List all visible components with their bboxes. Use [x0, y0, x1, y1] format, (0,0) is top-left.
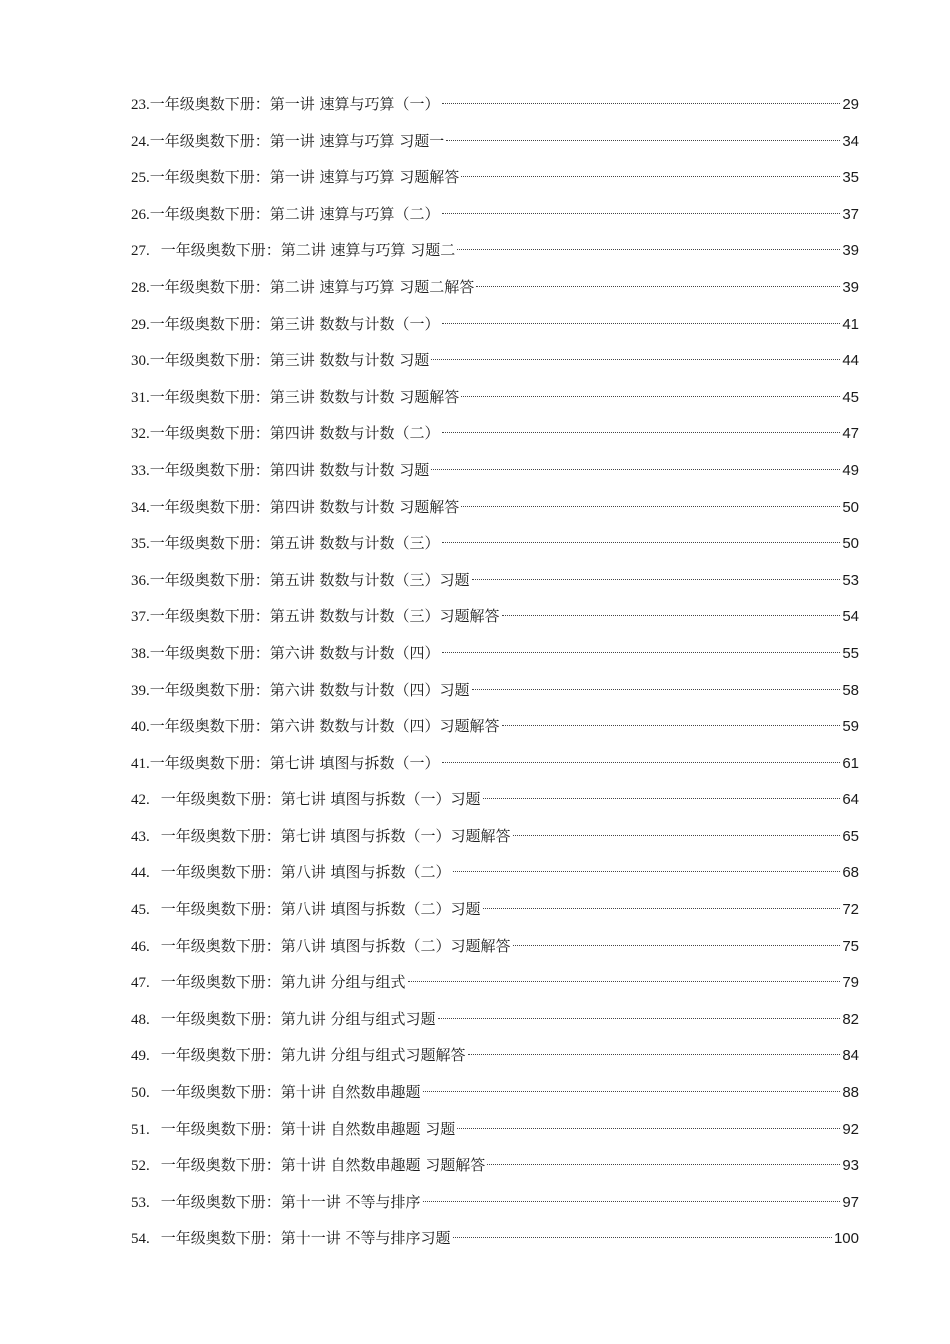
toc-entry-number: 49.	[131, 1048, 150, 1065]
toc-dot-leader	[468, 1054, 841, 1055]
toc-entry[interactable]	[131, 91, 859, 128]
toc-entry[interactable]	[131, 1189, 859, 1226]
toc-entry-number: 37.	[131, 609, 150, 626]
toc-entry-number: 36.	[131, 572, 150, 589]
toc-entry-number: 51.	[131, 1121, 150, 1138]
toc-entry-number: 48.	[131, 1011, 150, 1028]
toc-entry-title: 一年级奥数下册：第九讲 分组与组式习题	[160, 1009, 436, 1028]
toc-entry[interactable]	[131, 494, 859, 531]
toc-entry-title: 一年级奥数下册：第十讲 自然数串趣题	[160, 1083, 421, 1102]
toc-entry-page-number: 61	[842, 754, 859, 772]
toc-entry-number: 28.	[131, 279, 150, 296]
toc-dot-leader	[502, 725, 841, 726]
toc-entry-title: 一年级奥数下册：第九讲 分组与组式	[160, 973, 406, 992]
toc-entry-number: 47.	[131, 975, 150, 992]
toc-dot-leader	[438, 1018, 841, 1019]
toc-entry-title: 一年级奥数下册：第六讲 数数与计数（四）习题	[149, 680, 470, 699]
toc-dot-leader	[442, 323, 841, 324]
toc-entry-page-number: 97	[842, 1193, 859, 1211]
toc-entry[interactable]	[131, 420, 859, 457]
toc-dot-leader	[442, 652, 841, 653]
toc-entry[interactable]	[131, 347, 859, 384]
toc-dot-leader	[513, 945, 841, 946]
toc-entry[interactable]	[131, 713, 859, 750]
toc-entry[interactable]	[131, 457, 859, 494]
toc-entry-page-number: 37	[842, 205, 859, 223]
toc-entry-page-number: 54	[842, 608, 859, 626]
toc-entry-title: 一年级奥数下册：第六讲 数数与计数（四）	[149, 643, 440, 662]
toc-entry-title: 一年级奥数下册：第八讲 填图与拆数（二）习题	[160, 900, 481, 919]
toc-entry-number: 30.	[131, 353, 150, 370]
toc-entry-page-number: 49	[842, 461, 859, 479]
toc-entry-number: 24.	[131, 133, 150, 150]
toc-dot-leader	[408, 981, 841, 982]
toc-entry-number: 31.	[131, 389, 150, 406]
toc-entry[interactable]	[131, 128, 859, 165]
toc-entry-number: 54.	[131, 1231, 150, 1248]
toc-entry-page-number: 64	[842, 791, 859, 809]
toc-entry-number: 41.	[131, 755, 150, 772]
toc-entry-number: 46.	[131, 938, 150, 955]
toc-entry-page-number: 45	[842, 388, 859, 406]
toc-entry-page-number: 72	[842, 901, 859, 919]
toc-entry[interactable]	[131, 640, 859, 677]
toc-entry-number: 33.	[131, 462, 150, 479]
toc-entry-title: 一年级奥数下册：第六讲 数数与计数（四）习题解答	[149, 717, 500, 736]
toc-entry-title: 一年级奥数下册：第七讲 填图与拆数（一）	[149, 753, 440, 772]
toc-entry-title: 一年级奥数下册：第十讲 自然数串趣题 习题解答	[160, 1156, 486, 1175]
toc-entry-number: 45.	[131, 902, 150, 919]
toc-dot-leader	[423, 1091, 841, 1092]
toc-entry[interactable]	[131, 969, 859, 1006]
toc-dot-leader	[453, 871, 841, 872]
toc-entry-number: 40.	[131, 719, 150, 736]
toc-entry[interactable]	[131, 896, 859, 933]
toc-entry-number: 50.	[131, 1085, 150, 1102]
toc-entry-page-number: 55	[842, 644, 859, 662]
toc-entry-title: 一年级奥数下册：第八讲 填图与拆数（二）	[160, 863, 451, 882]
toc-entry-title: 一年级奥数下册：第二讲 速算与巧算（二）	[149, 204, 440, 223]
toc-entry-title: 一年级奥数下册：第十讲 自然数串趣题 习题	[160, 1119, 456, 1138]
toc-entry-title: 一年级奥数下册：第四讲 数数与计数 习题	[149, 460, 430, 479]
toc-entry-title: 一年级奥数下册：第一讲 速算与巧算（一）	[149, 95, 440, 113]
toc-entry[interactable]	[131, 274, 859, 311]
toc-entry-page-number: 92	[842, 1120, 859, 1138]
toc-entry-number: 42.	[131, 792, 150, 809]
toc-entry-title: 一年级奥数下册：第三讲 数数与计数（一）	[149, 314, 440, 333]
toc-dot-leader	[476, 286, 840, 287]
toc-dot-leader	[442, 432, 841, 433]
toc-entry-page-number: 44	[842, 352, 859, 370]
table-of-contents	[131, 91, 859, 1262]
toc-dot-leader	[442, 762, 841, 763]
toc-entry-number: 38.	[131, 645, 150, 662]
toc-entry-title: 一年级奥数下册：第三讲 数数与计数 习题解答	[149, 387, 460, 406]
toc-entry-title: 一年级奥数下册：第七讲 填图与拆数（一）习题	[160, 790, 481, 809]
toc-entry-page-number: 39	[842, 242, 859, 260]
toc-dot-leader	[442, 103, 841, 104]
toc-entry[interactable]	[131, 1079, 859, 1116]
toc-dot-leader	[461, 396, 840, 397]
toc-dot-leader	[472, 689, 841, 690]
toc-entry-page-number: 84	[842, 1047, 859, 1065]
toc-entry[interactable]	[131, 567, 859, 604]
toc-entry-page-number: 41	[842, 315, 859, 333]
toc-entry-title: 一年级奥数下册：第七讲 填图与拆数（一）习题解答	[160, 826, 511, 845]
toc-entry[interactable]	[131, 1116, 859, 1153]
toc-dot-leader	[502, 615, 841, 616]
toc-entry-number: 43.	[131, 828, 150, 845]
toc-entry-number: 32.	[131, 426, 150, 443]
toc-dot-leader	[483, 908, 841, 909]
toc-entry-page-number: 79	[842, 974, 859, 992]
toc-entry[interactable]	[131, 1225, 859, 1262]
toc-dot-leader	[513, 835, 841, 836]
toc-entry-number: 44.	[131, 865, 150, 882]
toc-entry-page-number: 59	[842, 718, 859, 736]
toc-entry[interactable]	[131, 201, 859, 238]
toc-entry[interactable]	[131, 164, 859, 201]
toc-entry-title: 一年级奥数下册：第一讲 速算与巧算 习题一	[149, 131, 445, 150]
toc-entry-title: 一年级奥数下册：第二讲 速算与巧算 习题二解答	[149, 277, 475, 296]
toc-entry-page-number: 50	[842, 498, 859, 516]
toc-entry-page-number: 93	[842, 1157, 859, 1175]
toc-dot-leader	[457, 249, 840, 250]
toc-dot-leader	[472, 579, 841, 580]
toc-entry-page-number: 58	[842, 681, 859, 699]
toc-entry-page-number: 34	[842, 132, 859, 150]
toc-entry-page-number: 29	[842, 96, 859, 113]
toc-entry-page-number: 88	[842, 1084, 859, 1102]
toc-entry-title: 一年级奥数下册：第九讲 分组与组式习题解答	[160, 1046, 466, 1065]
toc-entry[interactable]	[131, 677, 859, 714]
toc-entry-title: 一年级奥数下册：第五讲 数数与计数（三）	[149, 534, 440, 553]
toc-dot-leader	[442, 542, 841, 543]
toc-entry-page-number: 68	[842, 864, 859, 882]
toc-entry[interactable]	[131, 530, 859, 567]
toc-entry-number: 25.	[131, 170, 150, 187]
toc-entry-title: 一年级奥数下册：第八讲 填图与拆数（二）习题解答	[160, 936, 511, 955]
toc-entry-page-number: 82	[842, 1010, 859, 1028]
toc-entry-title: 一年级奥数下册：第二讲 速算与巧算 习题二	[160, 241, 456, 260]
toc-dot-leader	[487, 1164, 840, 1165]
toc-entry-number: 34.	[131, 499, 150, 516]
toc-entry-title: 一年级奥数下册：第一讲 速算与巧算 习题解答	[149, 168, 460, 187]
toc-entry-page-number: 47	[842, 425, 859, 443]
toc-dot-leader	[423, 1201, 841, 1202]
toc-entry[interactable]	[131, 786, 859, 823]
toc-entry[interactable]	[131, 750, 859, 787]
toc-entry-title: 一年级奥数下册：第十一讲 不等与排序习题	[160, 1229, 451, 1248]
toc-entry-number: 26.	[131, 206, 150, 223]
toc-entry-title: 一年级奥数下册：第四讲 数数与计数 习题解答	[149, 497, 460, 516]
toc-dot-leader	[453, 1237, 832, 1238]
toc-entry-title: 一年级奥数下册：第五讲 数数与计数（三）习题解答	[149, 607, 500, 626]
toc-entry-title: 一年级奥数下册：第四讲 数数与计数（二）	[149, 424, 440, 443]
toc-dot-leader	[442, 213, 841, 214]
toc-entry[interactable]	[131, 823, 859, 860]
toc-entry-title: 一年级奥数下册：第五讲 数数与计数（三）习题	[149, 570, 470, 589]
toc-entry[interactable]	[131, 933, 859, 970]
toc-dot-leader	[457, 1128, 840, 1129]
toc-entry-title: 一年级奥数下册：第十一讲 不等与排序	[160, 1192, 421, 1211]
toc-entry-number: 53.	[131, 1194, 150, 1211]
toc-entry-page-number: 50	[842, 535, 859, 553]
toc-entry-page-number: 53	[842, 571, 859, 589]
toc-entry[interactable]	[131, 1006, 859, 1043]
toc-entry-page-number: 75	[842, 937, 859, 955]
toc-dot-leader	[446, 140, 840, 141]
toc-dot-leader	[431, 359, 840, 360]
toc-entry[interactable]	[131, 1152, 859, 1189]
toc-entry[interactable]	[131, 603, 859, 640]
toc-entry-number: 52.	[131, 1158, 150, 1175]
toc-entry-number: 23.	[131, 97, 150, 113]
toc-entry-number: 29.	[131, 316, 150, 333]
toc-dot-leader	[431, 469, 840, 470]
toc-dot-leader	[461, 506, 840, 507]
toc-entry-page-number: 35	[842, 169, 859, 187]
toc-entry-title: 一年级奥数下册：第三讲 数数与计数 习题	[149, 351, 430, 370]
toc-entry[interactable]	[131, 311, 859, 348]
toc-dot-leader	[461, 176, 840, 177]
toc-entry[interactable]	[131, 859, 859, 896]
toc-entry[interactable]	[131, 237, 859, 274]
toc-entry-page-number: 65	[842, 827, 859, 845]
toc-entry-number: 35.	[131, 536, 150, 553]
toc-entry[interactable]	[131, 384, 859, 421]
toc-entry-number: 27.	[131, 243, 150, 260]
toc-entry-page-number: 39	[842, 278, 859, 296]
toc-dot-leader	[483, 798, 841, 799]
toc-entry-number: 39.	[131, 682, 150, 699]
toc-entry-page-number: 100	[833, 1230, 859, 1248]
toc-entry[interactable]	[131, 1042, 859, 1079]
